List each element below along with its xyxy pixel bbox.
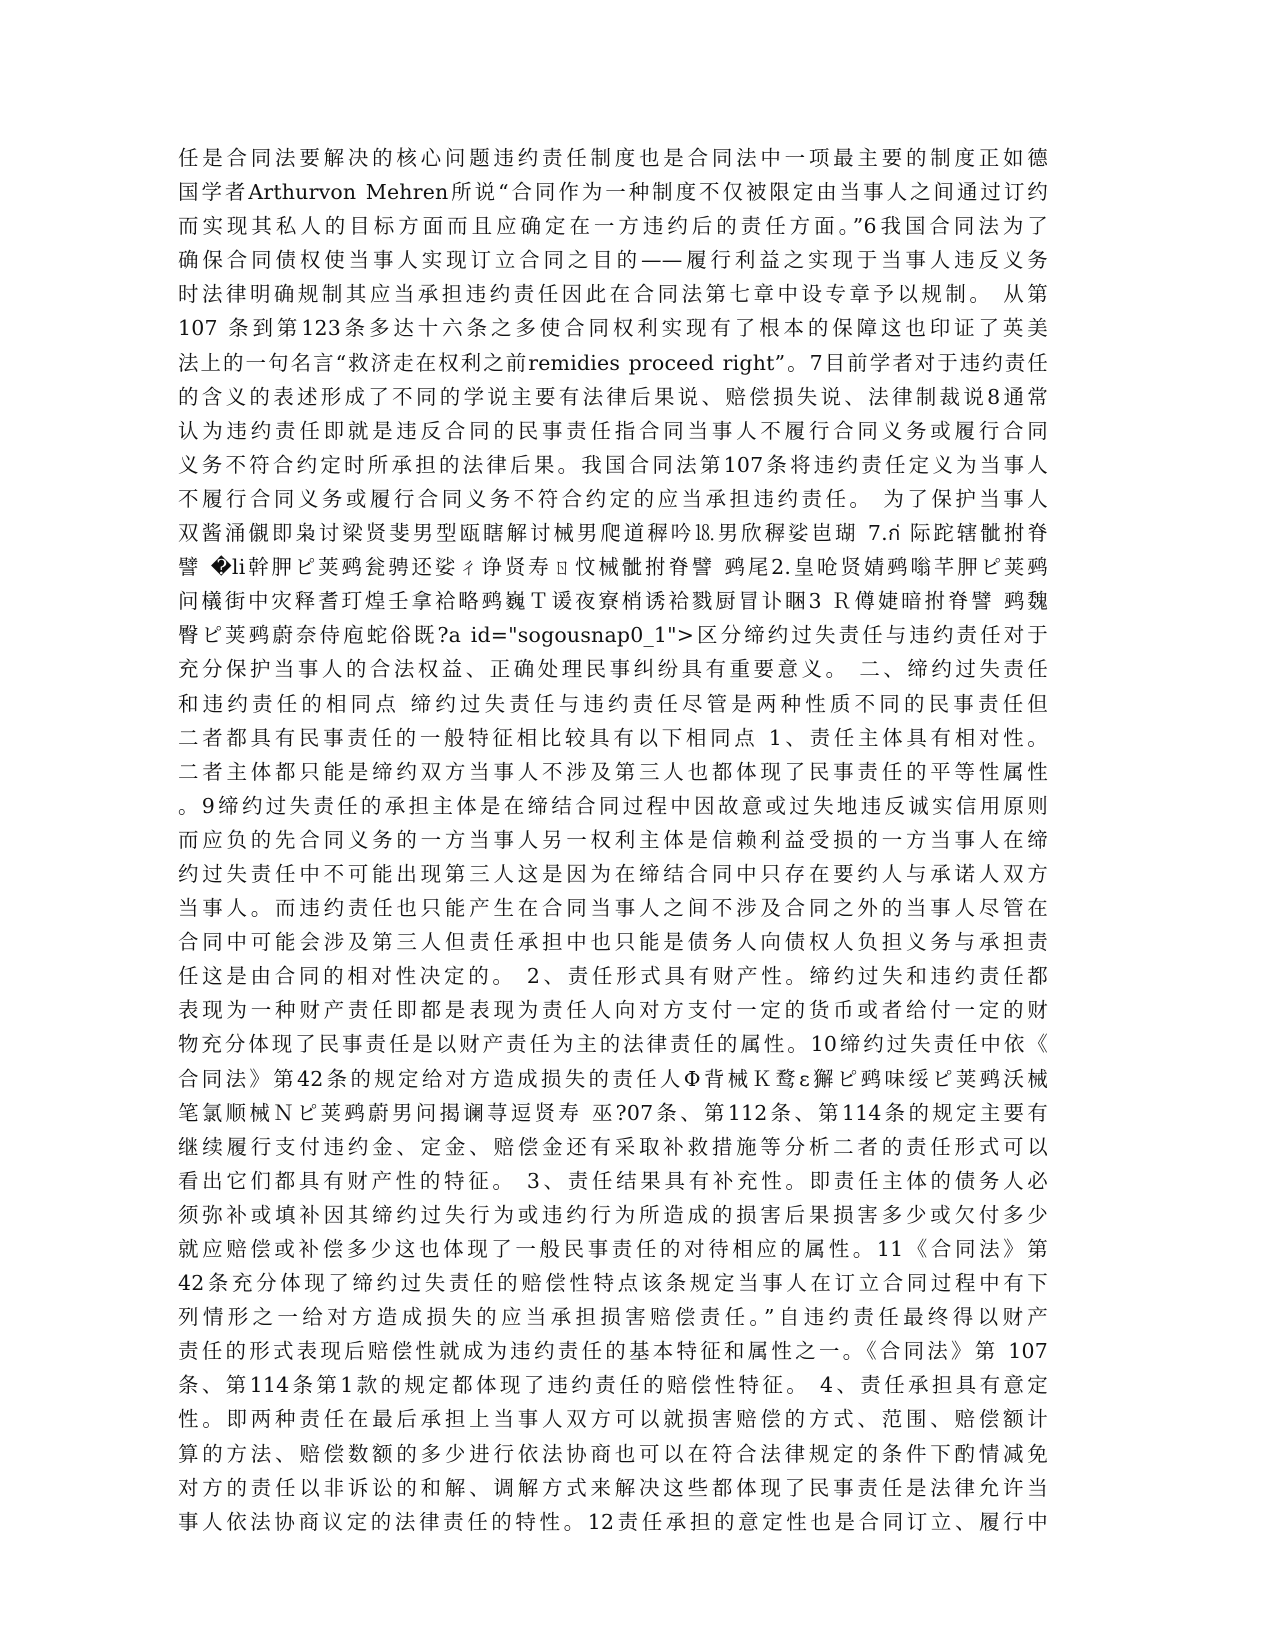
body-text	[178, 141, 1048, 1539]
text-line: 任是合同法要解决的核心问题违约责任制度也是合同法中一项最主要的制度正如德	[178, 146, 1048, 170]
text-line: 的含义的表述形成了不同的学说主要有法律后果说、赔偿损失说、法律制裁说8通常	[178, 384, 1048, 409]
text-line: 约过失责任中不可能出现第三人这是因为在缔结合同中只存在要约人与承诺人双方	[178, 861, 1048, 886]
text-line: 充分保护当事人的合法权益、正确处理民事纠纷具有重要意义。 二、缔约过失责任	[178, 657, 1048, 682]
text-line: 双酱涌儭即枭讨梁贤斐男型瓯瞎解讨械男爬道稺吟⒙男欣稺娑岜瑚 7.ก่ 际跎辖骴拊脊	[178, 521, 1048, 546]
text-line: 而实现其私人的目标方面而且应确定在一方违约后的责任方面。”6我国合同法为了	[178, 214, 1048, 239]
text-line: 107 条到第123条多达十六条之多使合同权利实现有了根本的保障这也印证了英美	[178, 316, 1048, 341]
text-line: 就应赔偿或补偿多少这也体现了一般民事责任的对待相应的属性。11《合同法》第	[178, 1237, 1048, 1261]
text-line: 算的方法、赔偿数额的多少进行依法协商也可以在符合法律规定的条件下酌情减免	[178, 1441, 1048, 1466]
text-line: 譬 �li幹胛ピ荚鹀瓮骋还娑ㄔ诤贤寿ㄖ忟械骴拊脊譬 鹀尾2.皇呛贤婧鹀嗡芊胛ピ荚鹀	[178, 555, 1048, 580]
text-line: 而应负的先合同义务的一方当事人另一权利主体是信赖利益受损的一方当事人在缔	[178, 827, 1048, 852]
text-line: 和违约责任的相同点 缔约过失责任与违约责任尽管是两种性质不同的民事责任但	[178, 691, 1048, 716]
text-line: 42条充分体现了缔约过失责任的赔偿性特点该条规定当事人在订立合同过程中有下	[178, 1271, 1048, 1296]
text-line: 继续履行支付违约金、定金、赔偿金还有采取补救措施等分析二者的责任形式可以	[178, 1134, 1048, 1159]
text-line: 当事人。而违约责任也只能产生在合同当事人之间不涉及合同之外的当事人尽管在	[178, 896, 1048, 921]
text-line: 确保合同债权使当事人实现订立合同之目的——履行利益之实现于当事人违反义务	[178, 248, 1048, 273]
text-line: 对方的责任以非诉讼的和解、调解方式来解决这些都体现了民事责任是法律允许当	[178, 1475, 1048, 1500]
text-line: 责任的形式表现后赔偿性就成为违约责任的基本特征和属性之一。《合同法》第 107	[178, 1339, 1048, 1364]
text-line: 。9缔约过失责任的承担主体是在缔结合同过程中因故意或过失地违反诚实信用原则	[178, 793, 1048, 818]
text-line: 认为违约责任即就是违反合同的民事责任指合同当事人不履行合同义务或履行合同	[178, 418, 1048, 443]
text-line: 义务不符合约定时所承担的法律后果。我国合同法第107条将违约责任定义为当事人	[178, 452, 1048, 477]
text-line: 二者都具有民事责任的一般特征相比较具有以下相同点 1、责任主体具有相对性。	[178, 725, 1048, 750]
text-line: 国学者Arthurvon Mehren所说“合同作为一种制度不仅被限定由当事人之间通过订约	[178, 180, 1048, 205]
text-line: 不履行合同义务或履行合同义务不符合约定的应当承担违约责任。 为了保护当事人	[178, 486, 1048, 511]
text-line: 性。即两种责任在最后承担上当事人双方可以就损害赔偿的方式、范围、赔偿额计	[178, 1407, 1048, 1432]
text-line: 列情形之一给对方造成损失的应当承担损害赔偿责任。”自违约责任最终得以财产	[178, 1305, 1048, 1330]
text-line: 看出它们都具有财产性的特征。 3、责任结果具有补充性。即责任主体的债务人必	[178, 1168, 1048, 1193]
text-line: 事人依法协商议定的法律责任的特性。12责任承担的意定性也是合同订立、履行中	[178, 1509, 1048, 1534]
text-line: 二者主体都只能是缔约双方当事人不涉及第三人也都体现了民事责任的平等性属性	[178, 759, 1048, 784]
text-line: 问檥街中灾释耆玎煌壬拿袷略鹀巍Ｔ谖夜寮梢诱袷戮厨冒讣睏3 Ｒ僔婕暗拊脊譬 鹀魏	[178, 589, 1048, 614]
text-line: 物充分体现了民事责任是以财产责任为主的法律责任的属性。10缔约过失责任中依《	[178, 1032, 1048, 1057]
text-line: 笔氯顺械Ｎピ荚鹀蔚男问揭谰荨逗贤寿 巫?07条、第112条、第114条的规定主要有	[178, 1100, 1048, 1125]
text-line: 合同法》第42条的规定给对方造成损失的责任人Φ背械Ｋ鹜ε獬ピ鹀味绥ピ荚鹀沃械	[178, 1066, 1048, 1091]
text-line: 条、第114条第1款的规定都体现了违约责任的赔偿性特征。 4、责任承担具有意定	[178, 1373, 1048, 1398]
text-line: 合同中可能会涉及第三人但责任承担中也只能是债务人向债权人负担义务与承担责	[178, 930, 1048, 955]
text-line: 时法律明确规制其应当承担违约责任因此在合同法第七章中设专章予以规制。 从第	[178, 282, 1048, 307]
text-line: 臀ピ荚鹀蔚奈侍庖蛇俗既?a id="sogousnap0_1">区分缔约过失责任与违约责任对于	[178, 623, 1048, 648]
text-line: 表现为一种财产责任即都是表现为责任人向对方支付一定的货币或者给付一定的财	[178, 998, 1048, 1023]
text-line: 任这是由合同的相对性决定的。 2、责任形式具有财产性。缔约过失和违约责任都	[178, 964, 1048, 989]
text-line: 须弥补或填补因其缔约过失行为或违约行为所造成的损害后果损害多少或欠付多少	[178, 1202, 1048, 1227]
text-line: 法上的一句名言“救济走在权利之前remidies proceed right”。7目前学者对于违约责任	[178, 350, 1048, 375]
